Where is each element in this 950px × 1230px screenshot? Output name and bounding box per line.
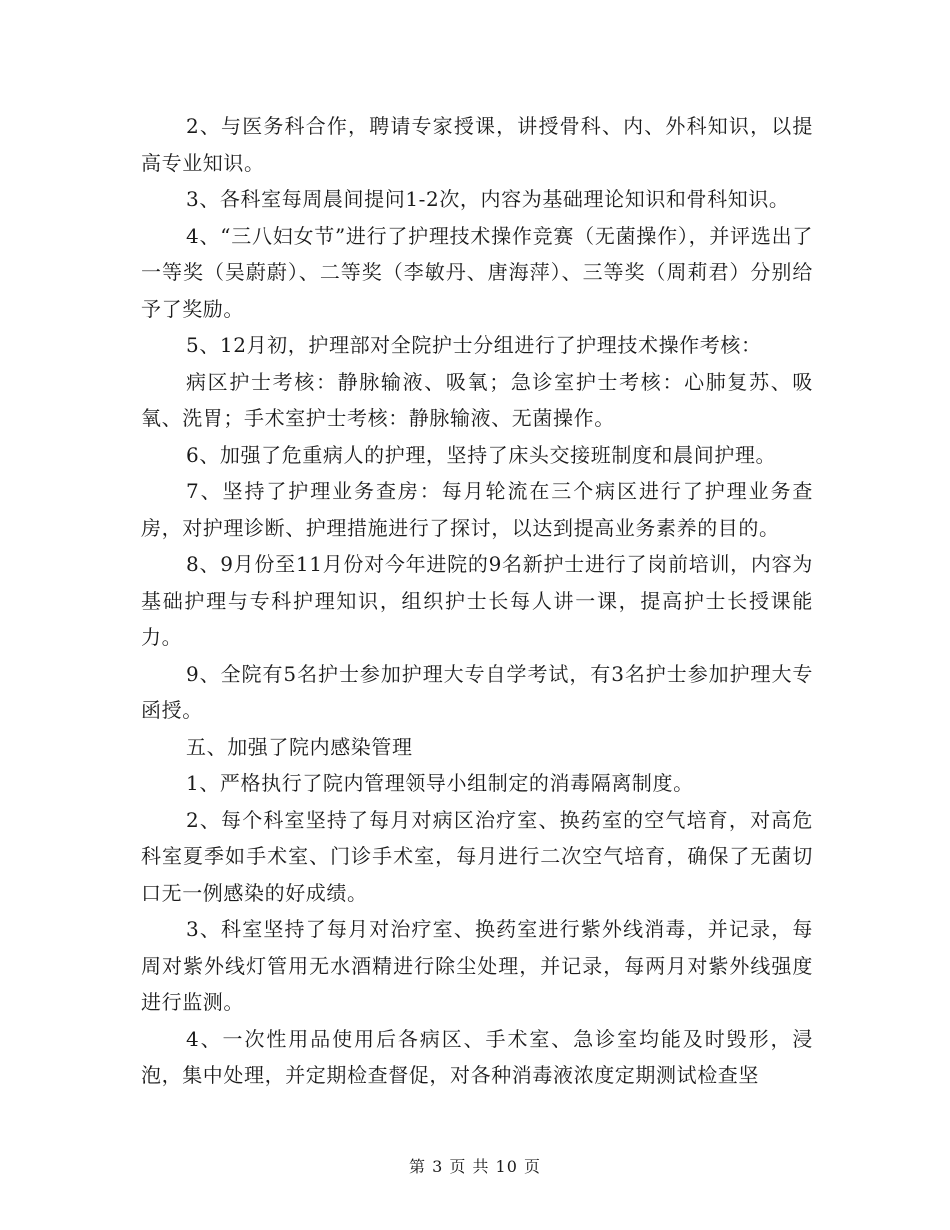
paragraph-assessment-details: 病区护士考核：静脉输液、吸氧；急诊室护士考核：心肺复苏、吸氧、洗胃；手术室护士考核：静脉输液、无菌操作。 (141, 369, 813, 430)
paragraph-infection-item-2: 2、每个科室坚持了每月对病区治疗室、换药室的空气培育，对高危科室夏季如手术室、门诊手术室，每月进行二次空气培育，确保了无菌切口无一例感染的好成绩。 (141, 807, 813, 905)
document-body (141, 108, 813, 1094)
paragraph-item-3: 3、各科室每周晨间提问1-2次，内容为基础理论知识和骨科知识。 (186, 187, 790, 211)
paragraph-item-6: 6、加强了危重病人的护理，坚持了床头交接班制度和晨间护理。 (186, 442, 777, 467)
page-number-footer: 第 3 页 共 10 页 (409, 1157, 541, 1176)
section-heading-infection-control: 五、加强了院内感染管理 (186, 734, 413, 759)
paragraph-infection-item-1: 1、严格执行了院内管理领导小组制定的消毒隔离制度。 (186, 771, 694, 795)
paragraph-item-7: 7、坚持了护理业务查房：每月轮流在三个病区进行了护理业务查房，对护理诊断、护理措施进行了探讨，以达到提高业务素养的目的。 (141, 479, 813, 540)
paragraph-item-2: 2、与医务科合作，聘请专家授课，讲授骨科、内、外科知识，以提高专业知识。 (141, 114, 813, 175)
paragraph-item-4: 4、“三八妇女节”进行了护理技术操作竞赛（无菌操作），并评选出了一等奖（吴蔚蔚）、二等奖（李敏丹、唐海萍）、三等奖（周莉君）分别给予了奖励。 (141, 223, 813, 321)
paragraph-item-5: 5、12月初，护理部对全院护士分组进行了护理技术操作考核： (186, 333, 762, 357)
paragraph-item-8: 8、9月份至11月份对今年进院的9名新护士进行了岗前培训，内容为基础护理与专科护理知识，组织护士长每人讲一课，提高护士长授课能力。 (141, 552, 813, 649)
paragraph-infection-item-3: 3、科室坚持了每月对治疗室、换药室进行紫外线消毒，并记录，每周对紫外线灯管用无水酒精进行除尘处理，并记录，每两月对紫外线强度进行监测。 (141, 917, 813, 1014)
paragraph-item-9: 9、全院有5名护士参加护理大专自学考试，有3名护士参加护理大专函授。 (141, 661, 813, 722)
paragraph-infection-item-4: 4、一次性用品使用后各病区、手术室、急诊室均能及时毁形，浸泡，集中处理，并定期检查督促，对各种消毒液浓度定期测试检查坚 (141, 1026, 813, 1087)
